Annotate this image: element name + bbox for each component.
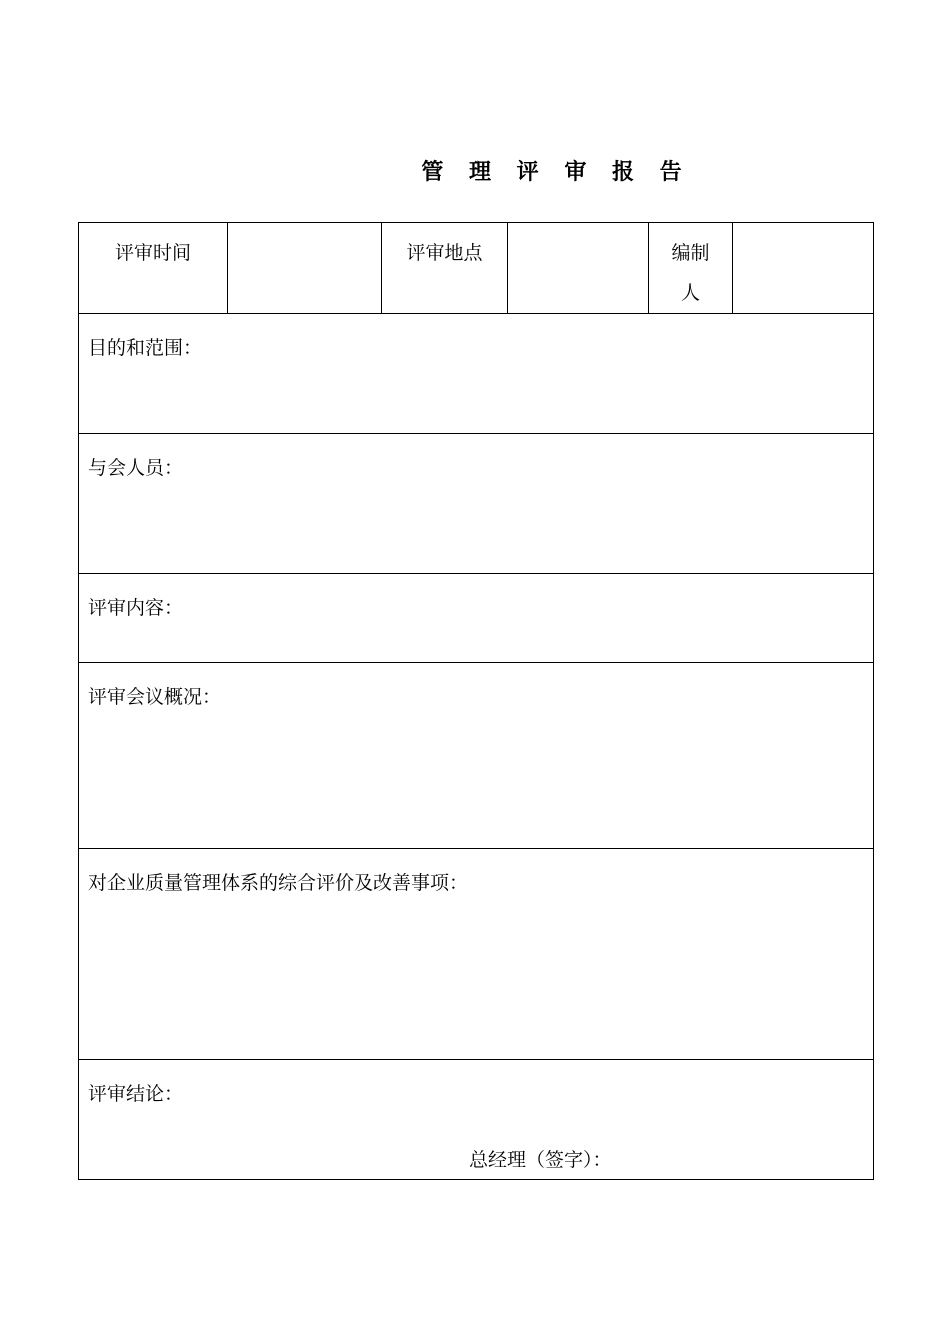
compiler-label — [649, 223, 733, 314]
compiler-label-line2: 人 — [680, 282, 700, 304]
review-content-cell[interactable] — [79, 574, 874, 663]
attendees-label: 与会人员： — [88, 457, 184, 479]
review-location-field[interactable] — [508, 223, 649, 314]
review-location-label: 评审地点 — [382, 223, 508, 314]
compiler-field[interactable] — [733, 223, 874, 314]
attendees-cell[interactable] — [79, 434, 874, 574]
purpose-scope-row — [79, 314, 874, 434]
purpose-scope-cell[interactable] — [79, 314, 874, 434]
attendees-row — [79, 434, 874, 574]
meeting-overview-label: 评审会议概况： — [88, 686, 222, 708]
purpose-scope-label: 目的和范围： — [88, 337, 203, 359]
evaluation-label: 对企业质量管理体系的综合评价及改善事项： — [88, 872, 469, 894]
conclusion-row — [79, 1060, 874, 1180]
meeting-overview-row — [79, 663, 874, 849]
evaluation-cell[interactable] — [79, 849, 874, 1060]
header-row — [79, 223, 874, 314]
conclusion-label: 评审结论： — [88, 1083, 184, 1105]
conclusion-cell[interactable] — [79, 1060, 874, 1180]
review-content-row — [79, 574, 874, 663]
meeting-overview-cell[interactable] — [79, 663, 874, 849]
compiler-label-line1: 编制 — [671, 242, 710, 264]
review-content-label: 评审内容： — [88, 597, 184, 619]
page-title: 管 理 评 审 报 告 — [421, 160, 691, 185]
review-report-table — [78, 222, 874, 1180]
evaluation-row — [79, 849, 874, 1060]
gm-signature-label: 总经理（签字）： — [469, 1149, 612, 1171]
review-time-label: 评审时间 — [79, 223, 228, 314]
review-time-field[interactable] — [228, 223, 382, 314]
